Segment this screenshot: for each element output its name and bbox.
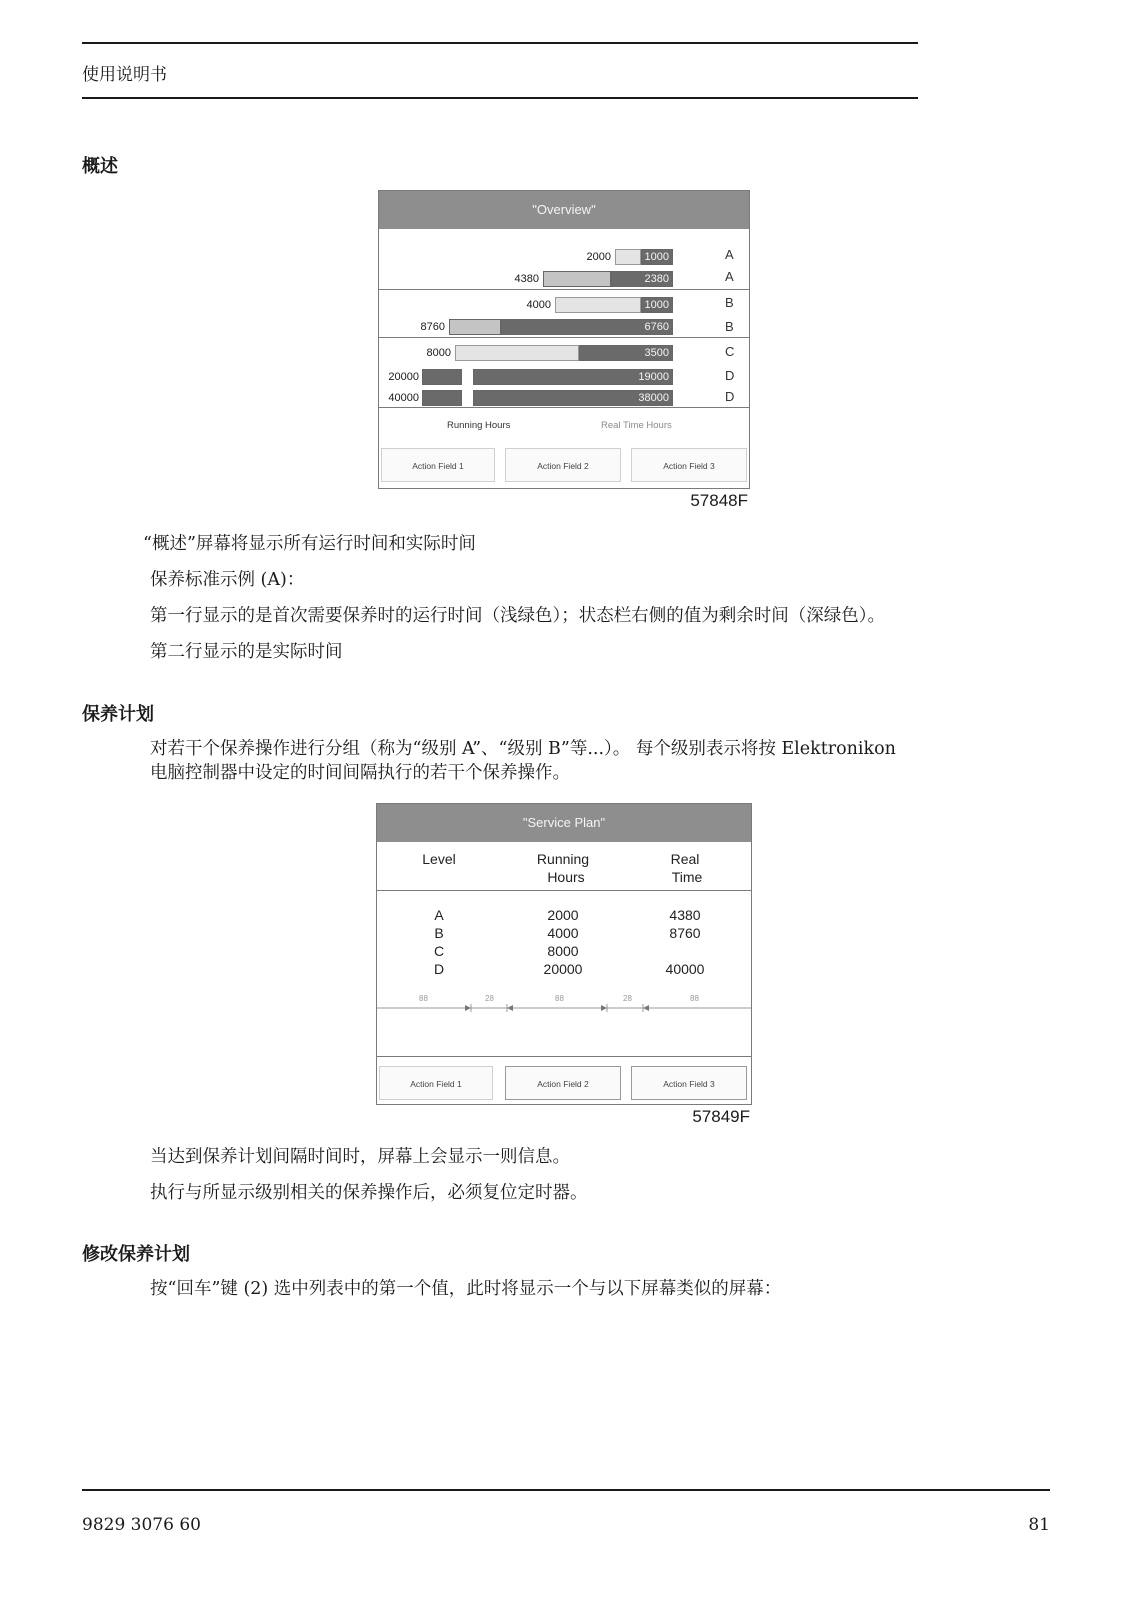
overview-bar-running <box>615 249 641 265</box>
service-plan-real: 40000 <box>665 961 705 977</box>
service-plan-screen-title: "Service Plan" <box>377 804 751 842</box>
footer-doc-number: 9829 3076 60 <box>82 1515 201 1535</box>
overview-running-value: 40000 <box>388 392 419 404</box>
service-plan-ruler <box>377 1002 751 1014</box>
service-plan-col-running-2: Hours <box>547 869 585 885</box>
overview-legend-divider <box>379 407 749 408</box>
service-plan-running: 20000 <box>543 961 583 977</box>
overview-level-label: B <box>725 295 734 310</box>
service-plan-ruler-label: 88 <box>555 994 564 1003</box>
section1-para: 保养标准示例 (A)： <box>150 570 305 590</box>
overview-running-value: 8000 <box>426 347 451 359</box>
service-plan-ruler-label: 28 <box>623 994 632 1003</box>
header-rule-top <box>82 42 918 44</box>
section2-intro-line2: 电脑控制器中设定的时间间隔执行的若干个保养操作。 <box>150 763 570 783</box>
service-plan-action-field-2[interactable]: Action Field 2 <box>505 1066 621 1100</box>
overview-bar-remaining <box>501 319 673 335</box>
overview-bar-remaining <box>579 345 673 361</box>
footer-rule <box>82 1489 1050 1491</box>
section1-para: 第一行显示的是首次需要保养时的运行时间（浅绿色）；状态栏右侧的值为剩余时间（深绿色）。 <box>150 606 885 626</box>
service-plan-level: A <box>434 907 444 923</box>
overview-bar-remaining <box>473 390 673 406</box>
section2-para: 执行与所显示级别相关的保养操作后，必须复位定时器。 <box>150 1183 588 1203</box>
service-plan-ruler-label: 88 <box>690 994 699 1003</box>
service-plan-level: D <box>433 961 445 977</box>
overview-legend-running: Running Hours <box>447 420 511 431</box>
overview-legend-real: Real Time Hours <box>601 420 672 431</box>
service-plan-col-running-1: Running <box>536 851 590 867</box>
overview-screen <box>378 190 750 489</box>
overview-running-value: 2000 <box>586 251 611 263</box>
overview-bar-remaining <box>473 369 673 385</box>
header-label: 使用说明书 <box>82 65 167 85</box>
overview-remaining-value: 6760 <box>644 321 669 333</box>
section2-para: 当达到保养计划间隔时间时，屏幕上会显示一则信息。 <box>150 1147 570 1167</box>
overview-action-field-1[interactable]: Action Field 1 <box>381 448 495 482</box>
overview-bar-remaining <box>641 297 673 313</box>
overview-running-value: 8760 <box>420 321 445 333</box>
service-plan-header-divider <box>377 890 751 891</box>
service-plan-figure-caption: 57849F <box>692 1107 750 1126</box>
section-heading-service-plan: 保养计划 <box>82 704 154 725</box>
overview-level-label: D <box>725 389 735 404</box>
overview-group-divider <box>379 289 749 290</box>
overview-running-value: 20000 <box>388 371 419 383</box>
overview-remaining-value: 1000 <box>644 299 669 311</box>
overview-action-field-3[interactable]: Action Field 3 <box>631 448 747 482</box>
overview-remaining-value: 1000 <box>644 251 669 263</box>
footer-page-number: 81 <box>1028 1515 1050 1535</box>
service-plan-running: 4000 <box>547 925 579 941</box>
overview-running-value: 4380 <box>514 273 539 285</box>
service-plan-running: 8000 <box>547 943 579 959</box>
overview-bar-running <box>543 271 611 287</box>
overview-level-label: D <box>725 368 735 383</box>
service-plan-ruler-label: 28 <box>485 994 494 1003</box>
service-plan-action-field-1[interactable]: Action Field 1 <box>379 1066 493 1100</box>
overview-action-field-2[interactable]: Action Field 2 <box>505 448 621 482</box>
overview-bar-running <box>422 390 462 406</box>
service-plan-action-field-3[interactable]: Action Field 3 <box>631 1066 747 1100</box>
overview-remaining-value: 38000 <box>638 392 669 404</box>
overview-level-label: A <box>725 269 734 284</box>
service-plan-real: 8760 <box>669 925 701 941</box>
overview-running-value: 4000 <box>526 299 551 311</box>
overview-bar-remaining <box>611 271 673 287</box>
overview-bar-running <box>449 319 501 335</box>
overview-remaining-value: 2380 <box>644 273 669 285</box>
section1-para: 第二行显示的是实际时间 <box>150 642 343 662</box>
section3-para: 按“回车”键 (2) 选中列表中的第一个值，此时将显示一个与以下屏幕类似的屏幕： <box>150 1279 782 1299</box>
service-plan-running: 2000 <box>547 907 579 923</box>
overview-remaining-value: 3500 <box>644 347 669 359</box>
overview-bar-running <box>555 297 641 313</box>
section1-para: “概述”屏幕将显示所有运行时间和实际时间 <box>143 534 476 554</box>
overview-screen-title: "Overview" <box>379 191 749 229</box>
service-plan-level: B <box>434 925 444 941</box>
service-plan-screen <box>376 803 752 1105</box>
overview-group-divider <box>379 337 749 338</box>
service-plan-action-divider <box>377 1056 751 1057</box>
service-plan-ruler-label: 88 <box>419 994 428 1003</box>
overview-level-label: A <box>725 247 734 262</box>
header-rule-bottom <box>82 97 918 99</box>
overview-bar-running <box>422 369 462 385</box>
overview-level-label: B <box>725 319 734 334</box>
overview-bar-running <box>455 345 579 361</box>
overview-level-label: C <box>725 344 735 359</box>
service-plan-col-real-2: Time <box>671 869 703 885</box>
overview-bar-remaining <box>641 249 673 265</box>
section-heading-modify-service-plan: 修改保养计划 <box>82 1244 190 1265</box>
overview-remaining-value: 19000 <box>638 371 669 383</box>
section-heading-overview: 概述 <box>82 156 118 177</box>
overview-figure-caption: 57848F <box>690 491 748 510</box>
service-plan-real: 4380 <box>669 907 701 923</box>
service-plan-level: C <box>433 943 445 959</box>
service-plan-col-level: Level <box>422 851 456 867</box>
section2-intro-line1: 对若干个保养操作进行分组（称为“级别 A”、“级别 B”等...）。 每个级别表示将按 Elektronikon <box>150 739 896 759</box>
service-plan-col-real-1: Real <box>670 851 700 867</box>
